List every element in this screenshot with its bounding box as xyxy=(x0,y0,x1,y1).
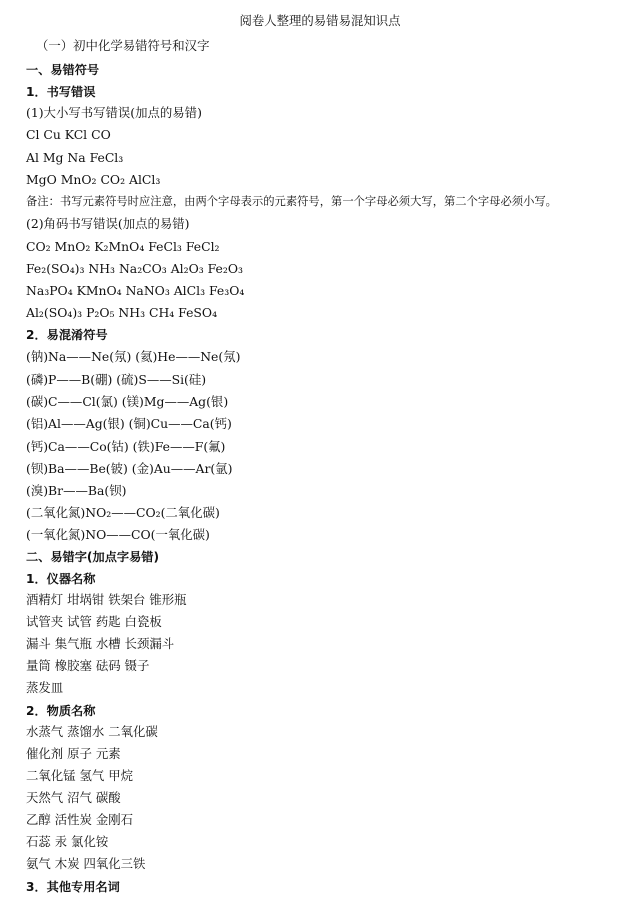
symbol-pair-line: (钙)Ca——Co(钴) (铁)Fe——F(氟) xyxy=(26,439,226,454)
symbol-pair-line: (碳)C——Cl(氯) (镁)Mg——Ag(银) xyxy=(26,394,229,409)
symbol-pair-line: (钠)Na——Ne(氖) (氦)He——Ne(氖) xyxy=(26,349,241,364)
symbol-pair-line: (一氧化氮)NO——CO(一氧化碳) xyxy=(26,527,210,542)
symbol-pair-line: (磷)P——B(硼) (硫)S——Si(硅) xyxy=(26,372,207,387)
symbol-pair-line: (钡)Ba——Be(铍) (金)Au——Ar(氩) xyxy=(26,461,233,476)
term-line: 催化剂 原子 元素 xyxy=(26,746,121,761)
subscript-errors-label: (2)角码书写错误(加点的易错) xyxy=(26,216,190,231)
symbol-pair-line: (二氧化氮)NO₂——CO₂(二氧化碳) xyxy=(26,505,220,520)
term-line: 漏斗 集气瓶 水槽 长颈漏斗 xyxy=(26,636,175,651)
formula-line: Na₃PO₄ KMnO₄ NaNO₃ AlCl₃ Fe₃O₄ xyxy=(26,283,245,298)
part-heading-symbols: 一、易错符号 xyxy=(26,63,100,77)
page-title: 阅卷人整理的易错易混知识点 xyxy=(239,13,401,28)
symbol-pair-line: (溴)Br——Ba(钡) xyxy=(26,483,127,498)
term-line: 天然气 沼气 碳酸 xyxy=(26,790,121,805)
formula-line: Al Mg Na FeCl₃ xyxy=(26,150,124,165)
section-heading: （一）初中化学易错符号和汉字 xyxy=(36,38,210,53)
subheading-writing-errors: 1．书写错误 xyxy=(26,85,96,99)
subheading-instruments: 1．仪器名称 xyxy=(26,572,96,586)
term-line: 氨气 木炭 四氧化三铁 xyxy=(26,856,146,871)
term-line: 蒸发皿 xyxy=(26,680,64,695)
subheading-special-terms: 3．其他专用名词 xyxy=(26,880,120,894)
subheading-confusable-symbols: 2．易混淆符号 xyxy=(26,328,108,342)
term-line: 水蒸气 蒸馏水 二氧化碳 xyxy=(26,724,158,739)
formula-line: MgO MnO₂ CO₂ AlCl₃ xyxy=(26,172,161,187)
term-line: 乙醇 活性炭 金刚石 xyxy=(26,812,134,827)
term-line: 石蕊 汞 氯化铵 xyxy=(26,834,109,849)
formula-line: CO₂ MnO₂ K₂MnO₄ FeCl₃ FeCl₂ xyxy=(26,239,220,254)
subheading-substances: 2．物质名称 xyxy=(26,704,96,718)
term-line: 酒精灯 坩埚钳 铁架台 锥形瓶 xyxy=(26,592,187,607)
term-line: 二氧化锰 氢气 甲烷 xyxy=(26,768,134,783)
note-text: 备注：书写元素符号时应注意，由两个字母表示的元素符号，第一个字母必须大写，第二个字母必须小写。 xyxy=(26,195,557,208)
term-line: 试管夹 试管 药匙 白瓷板 xyxy=(26,614,162,629)
term-line: 量筒 橡胶塞 砝码 镊子 xyxy=(26,658,150,673)
formula-line: Cl Cu KCl CO xyxy=(26,127,111,142)
formula-line: Al₂(SO₄)₃ P₂O₅ NH₃ CH₄ FeSO₄ xyxy=(26,305,218,320)
formula-line: Fe₂(SO₄)₃ NH₃ Na₂CO₃ Al₂O₃ Fe₂O₃ xyxy=(26,261,243,276)
part-heading-characters: 二、易错字(加点字易错) xyxy=(26,550,160,564)
case-errors-label: (1)大小写书写错误(加点的易错) xyxy=(26,105,202,120)
symbol-pair-line: (铝)Al——Ag(银) (铜)Cu——Ca(钙) xyxy=(26,416,232,431)
